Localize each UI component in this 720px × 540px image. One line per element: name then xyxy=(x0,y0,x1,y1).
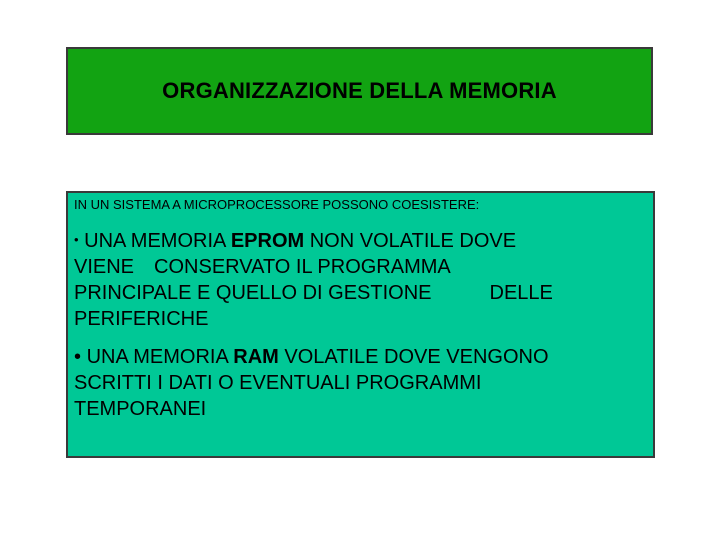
bullet-eprom-line1-rest: NON VOLATILE DOVE xyxy=(304,230,517,252)
bullet-eprom-keyword: EPROM xyxy=(230,230,305,252)
bullet-eprom-line2a: VIENE xyxy=(74,256,135,278)
bullet-ram-keyword: RAM xyxy=(233,346,279,368)
bullet-ram-prefix: UNA MEMORIA xyxy=(86,346,234,368)
bullet-eprom xyxy=(74,227,647,332)
bullet-eprom-line4: PERIFERICHE xyxy=(74,308,209,330)
bullet-ram-line2: SCRITTI I DATI O EVENTUALI PROGRAMMI xyxy=(74,372,482,394)
bullet-eprom-line3a: PRINCIPALE E QUELLO DI GESTIONE xyxy=(74,282,432,304)
title-box xyxy=(66,47,653,135)
bullet-eprom-prefix: UNA MEMORIA xyxy=(84,230,231,252)
slide-title: ORGANIZZAZIONE DELLA MEMORIA xyxy=(162,78,557,103)
bullet-marker: • xyxy=(74,346,82,368)
bullet-ram xyxy=(74,344,647,422)
bullet-ram-line3: TEMPORANEI xyxy=(74,398,207,420)
bullet-marker: • xyxy=(74,232,79,247)
bullet-eprom-line3b: DELLE xyxy=(489,282,553,304)
content-box xyxy=(66,191,655,458)
bullet-eprom-line2b: CONSERVATO IL PROGRAMMA xyxy=(154,256,451,278)
bullet-ram-line1-rest: VOLATILE DOVE VENGONO xyxy=(278,346,549,368)
intro-text: IN UN SISTEMA A MICROPROCESSORE POSSONO COESISTERE: xyxy=(74,197,480,212)
